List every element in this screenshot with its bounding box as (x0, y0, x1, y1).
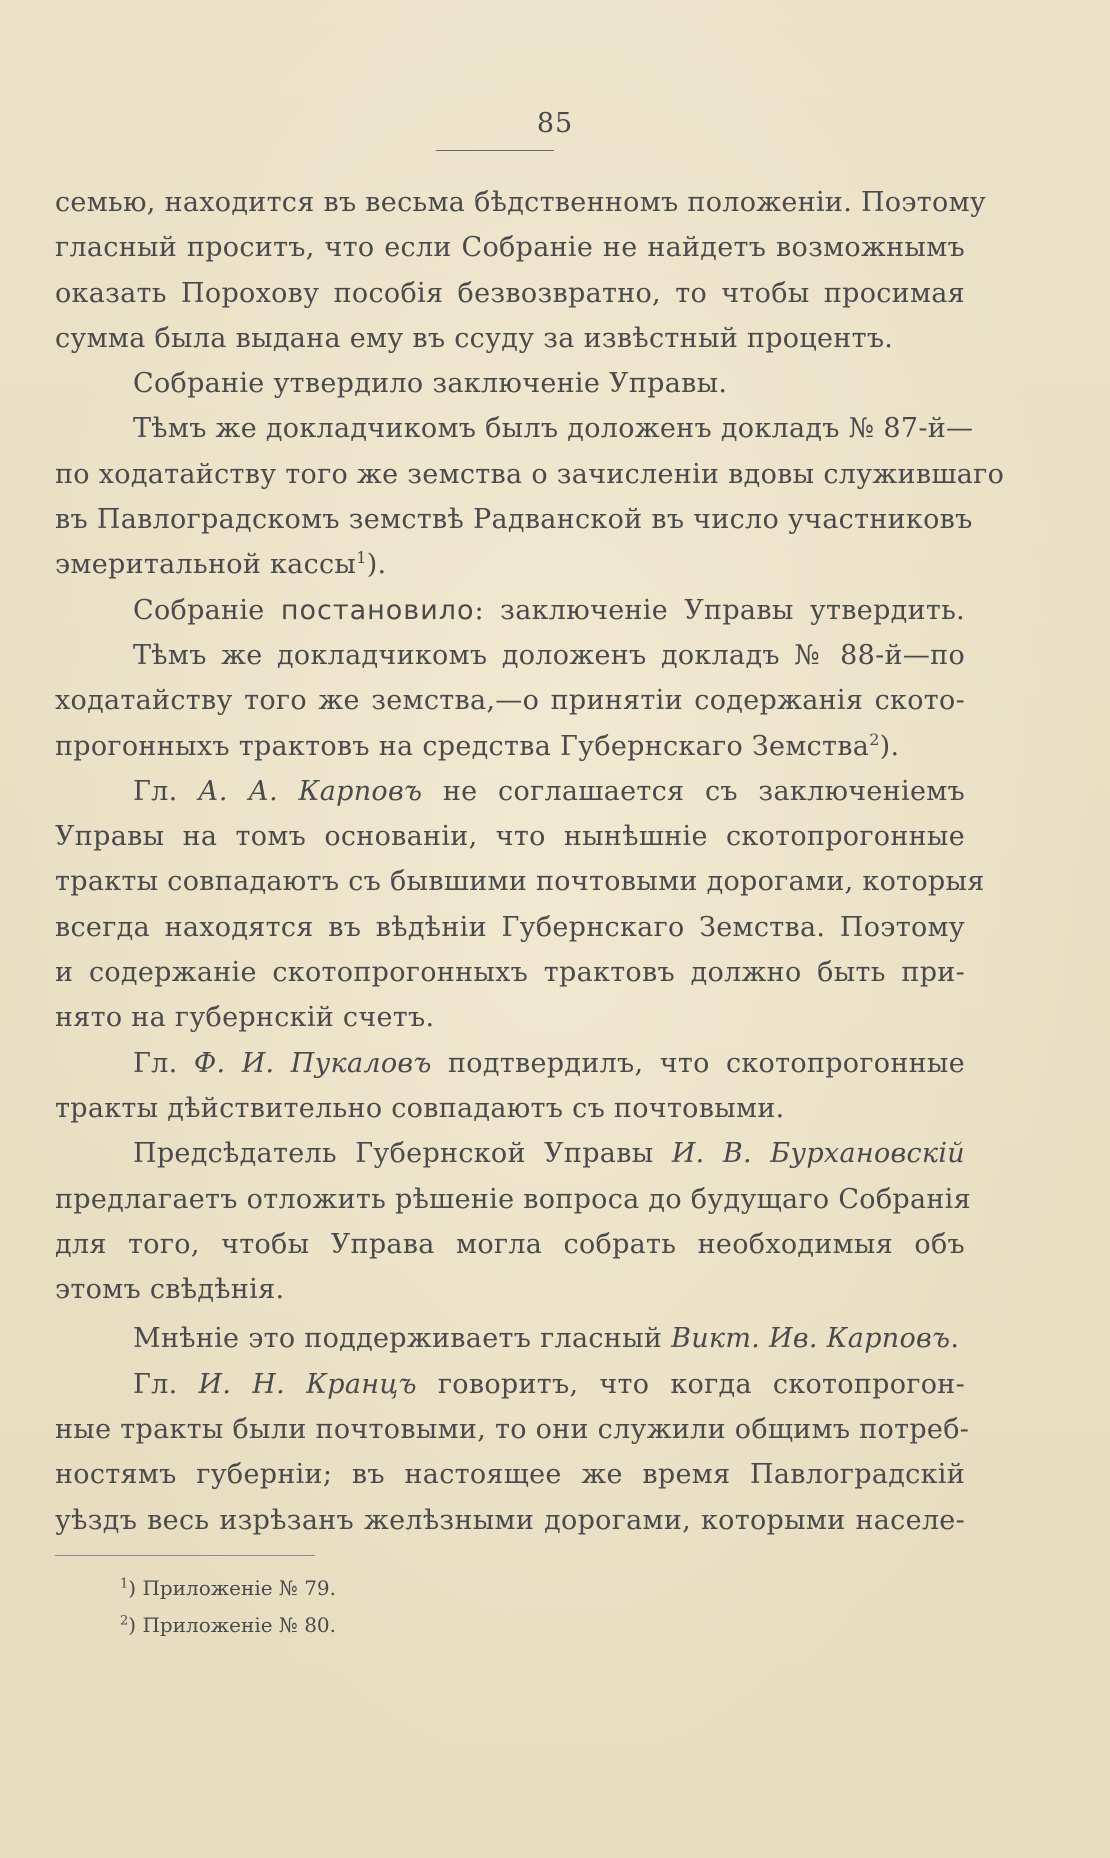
text-line (55, 769, 965, 814)
line-text: прогонныхъ трактовъ на средства Губернскаго Земства (55, 730, 870, 762)
text-line: оказать Порохову пособія безвозвратно, то чтобы просимая (55, 277, 965, 309)
footnotes (120, 1570, 336, 1644)
line-text: Гл. (133, 1047, 194, 1079)
footnote-ref: 1 (356, 548, 367, 568)
text-line (55, 1041, 965, 1086)
line-text: ). (366, 549, 387, 581)
header-rule (436, 150, 554, 151)
text-line: ностямъ губерніи; въ настоящее же время Павлоградскій (55, 1459, 965, 1491)
text-line: всегда находятся въ вѣдѣніи Губернскаго Земства. Поэтому (55, 911, 965, 943)
text-line: тракты дѣйствительно совпадаютъ съ почтовыми. (55, 1092, 785, 1124)
speaker-name: Викт. Ив. Карповъ (671, 1323, 951, 1355)
text-line: по ходатайству того же земства о зачисленіи вдовы служившаго (55, 458, 1005, 490)
text-line: предлагаетъ отложить рѣшеніе вопроса до будущаго Собранія (55, 1183, 971, 1215)
text-line (55, 588, 965, 633)
line-text: Гл. (133, 1368, 199, 1400)
text-line: въ Павлоградскомъ земствѣ Радванской въ число участниковъ (55, 504, 973, 536)
text-line: тракты совпадаютъ съ бывшими почтовыми дорогами, которыя (55, 866, 985, 898)
line-text: ). (879, 730, 900, 762)
footnote (120, 1607, 336, 1644)
line-text: Собраніе (133, 594, 281, 626)
text-line: Управы на томъ основаніи, что нынѣшніе скотопрогонные (55, 821, 965, 853)
footnote-text: ) Приложеніе № 79. (128, 1576, 337, 1600)
text-line: Тѣмъ же докладчикомъ былъ доложенъ докладъ № 87-й— (133, 413, 974, 445)
page-number: 85 (536, 108, 574, 139)
footnote-mark: 2 (120, 1613, 129, 1629)
text-line (55, 1316, 965, 1361)
body-text (55, 180, 1005, 1543)
footnote-text: ) Приложеніе № 80. (128, 1613, 337, 1637)
line-text: говоритъ, что когда скотопрогон- (416, 1368, 965, 1400)
text-line (55, 1362, 965, 1407)
footnote (120, 1570, 336, 1607)
line-text: эмеритальной кассы (55, 549, 357, 581)
footnote-ref: 2 (869, 729, 880, 749)
line-text: Гл. (133, 775, 199, 807)
text-line (55, 1131, 965, 1176)
text-line: и содержаніе скотопрогонныхъ трактовъ должно быть при- (55, 957, 965, 989)
footnote-rule (55, 1555, 315, 1556)
text-line: этомъ свѣдѣнія. (55, 1274, 285, 1306)
text-line: ные тракты были почтовыми, то они служили общимъ потреб- (55, 1414, 970, 1446)
text-line (55, 542, 965, 587)
speaker-name: А. А. Карповъ (198, 775, 423, 807)
text-line: сумма была выдана ему въ ссуду за извѣстный процентъ. (55, 322, 894, 354)
text-line: гласный проситъ, что если Собраніе не найдетъ возможнымъ (55, 232, 965, 264)
text-line: для того, чтобы Управа могла собрать необходимыя объ (55, 1228, 965, 1260)
line-text: не соглашается съ заключеніемъ (422, 775, 966, 807)
line-text: Предсѣдатель Губернской Управы (133, 1138, 672, 1170)
speaker-name: Ф. И. Пукаловъ (193, 1047, 432, 1079)
line-text: Мнѣніе это поддерживаетъ гласный (133, 1323, 672, 1355)
text-line: семью, находится въ весьма бѣдственномъ положеніи. Поэтому (55, 187, 987, 218)
text-line (55, 724, 965, 769)
speaker-name: И. Н. Кранцъ (198, 1368, 417, 1400)
text-line: Тѣмъ же докладчикомъ доложенъ докладъ № 88-й—по (133, 639, 965, 671)
text-line: ходатайству того же земства,—о принятіи содержанія ското- (55, 685, 965, 717)
text-line: нято на губернскій счетъ. (55, 1002, 435, 1034)
resolution-word: постановило (280, 594, 475, 626)
footnote-mark: 1 (120, 1576, 129, 1592)
line-text: : заключеніе Управы утвердить. (474, 594, 965, 626)
speaker-name: И. В. Бурхановскій (671, 1138, 965, 1170)
text-line: уѣздъ весь изрѣзанъ желѣзными дорогами, которыми населе- (55, 1504, 965, 1536)
line-text: подтвердилъ, что скотопрогонные (431, 1047, 965, 1079)
text-line: Собраніе утвердило заключеніе Управы. (133, 368, 728, 400)
line-text: . (950, 1323, 960, 1355)
